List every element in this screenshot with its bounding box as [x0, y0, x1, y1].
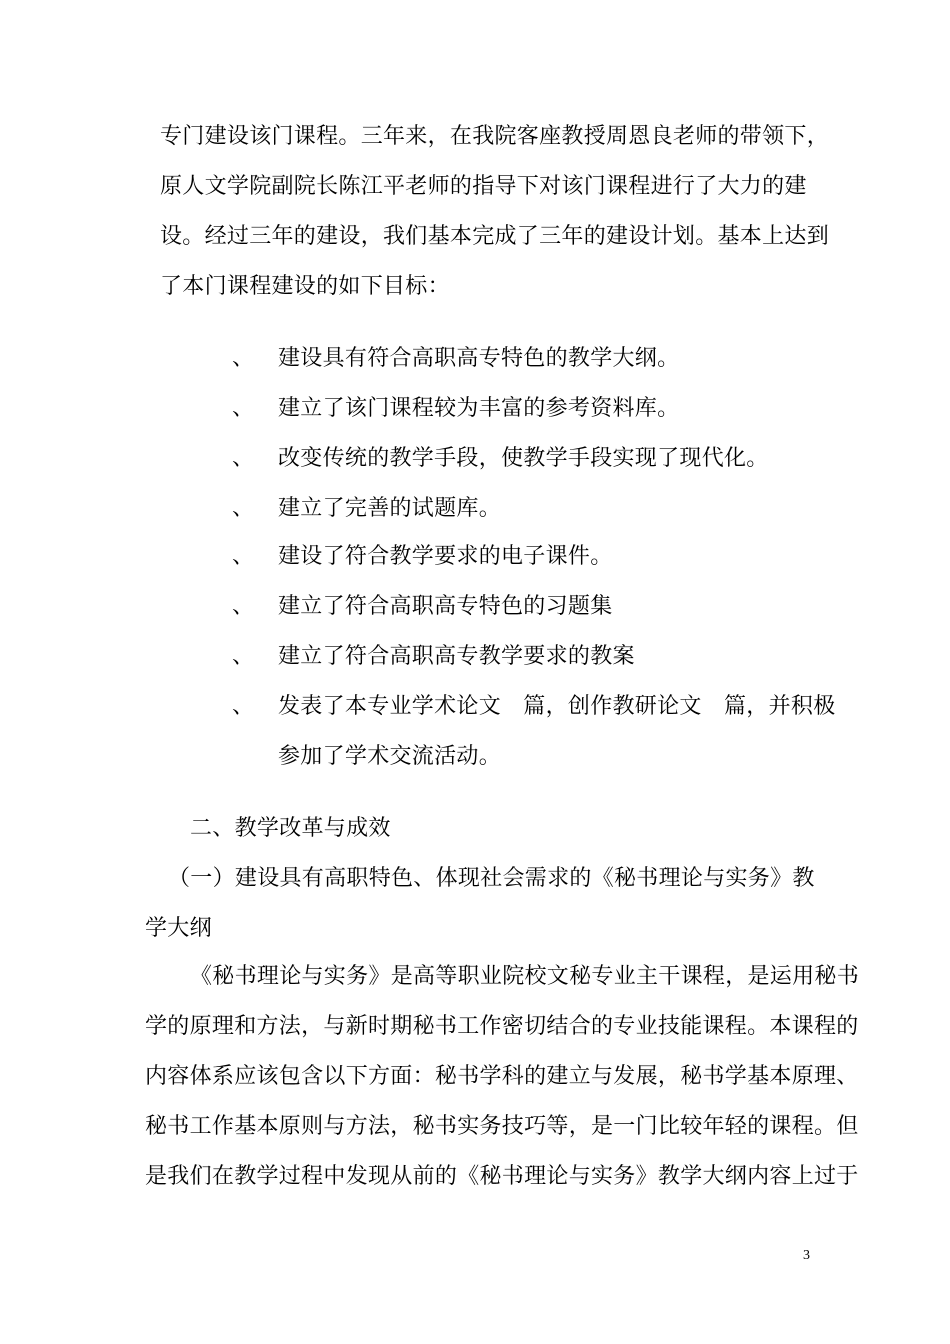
body-line-4: 秘书工作基本原则与方法，秘书实务技巧等，是一门比较年轻的课程。但 — [145, 1114, 859, 1139]
body-line-3: 内容体系应该包含以下方面：秘书学科的建立与发展，秘书学基本原理、 — [145, 1064, 859, 1089]
list-item-text: 改变传统的教学手段，使教学手段实现了现代化。 — [278, 446, 769, 471]
intro-line-4: 了本门课程建设的如下目标： — [160, 274, 450, 299]
subsection-heading-line-1: （一）建设具有高职特色、体现社会需求的《秘书理论与实务》教 — [168, 866, 815, 891]
list-marker: 、 — [232, 594, 255, 619]
intro-line-1: 专门建设该门课程。三年来，在我院客座教授周恩良老师的带领下， — [160, 124, 830, 149]
intro-line-3: 设。经过三年的建设，我们基本完成了三年的建设计划。基本上达到 — [160, 224, 830, 249]
list-marker: 、 — [232, 694, 255, 719]
section-heading: 二、教学改革与成效 — [190, 816, 391, 841]
list-marker: 、 — [232, 544, 255, 569]
list-marker: 、 — [232, 346, 255, 371]
body-line-5: 是我们在教学过程中发现从前的《秘书理论与实务》教学大纲内容上过于 — [145, 1164, 859, 1189]
list-item-text: 建设具有符合高职高专特色的教学大纲。 — [278, 346, 680, 371]
intro-line-2: 原人文学院副院长陈江平老师的指导下对该门课程进行了大力的建 — [160, 174, 807, 199]
page-number: 3 — [803, 1248, 810, 1263]
list-item-text: 建立了完善的试题库。 — [278, 496, 502, 521]
list-item-text: 建立了符合高职高专特色的习题集 — [278, 594, 613, 619]
list-item-text: 发表了本专业学术论文 篇，创作教研论文 篇，并积极 — [278, 694, 836, 719]
list-item-text: 建立了该门课程较为丰富的参考资料库。 — [278, 396, 680, 421]
list-marker: 、 — [232, 396, 255, 421]
list-item-text: 建立了符合高职高专教学要求的教案 — [278, 644, 635, 669]
subsection-heading-line-2: 学大纲 — [145, 916, 212, 941]
list-item-text: 建设了符合教学要求的电子课件。 — [278, 544, 613, 569]
body-line-2: 学的原理和方法，与新时期秘书工作密切结合的专业技能课程。本课程的 — [145, 1014, 859, 1039]
body-line-1: 《秘书理论与实务》是高等职业院校文秘专业主干课程，是运用秘书 — [190, 964, 860, 989]
list-marker: 、 — [232, 496, 255, 521]
list-item-continuation: 参加了学术交流活动。 — [278, 744, 502, 769]
list-marker: 、 — [232, 644, 255, 669]
list-marker: 、 — [232, 446, 255, 471]
